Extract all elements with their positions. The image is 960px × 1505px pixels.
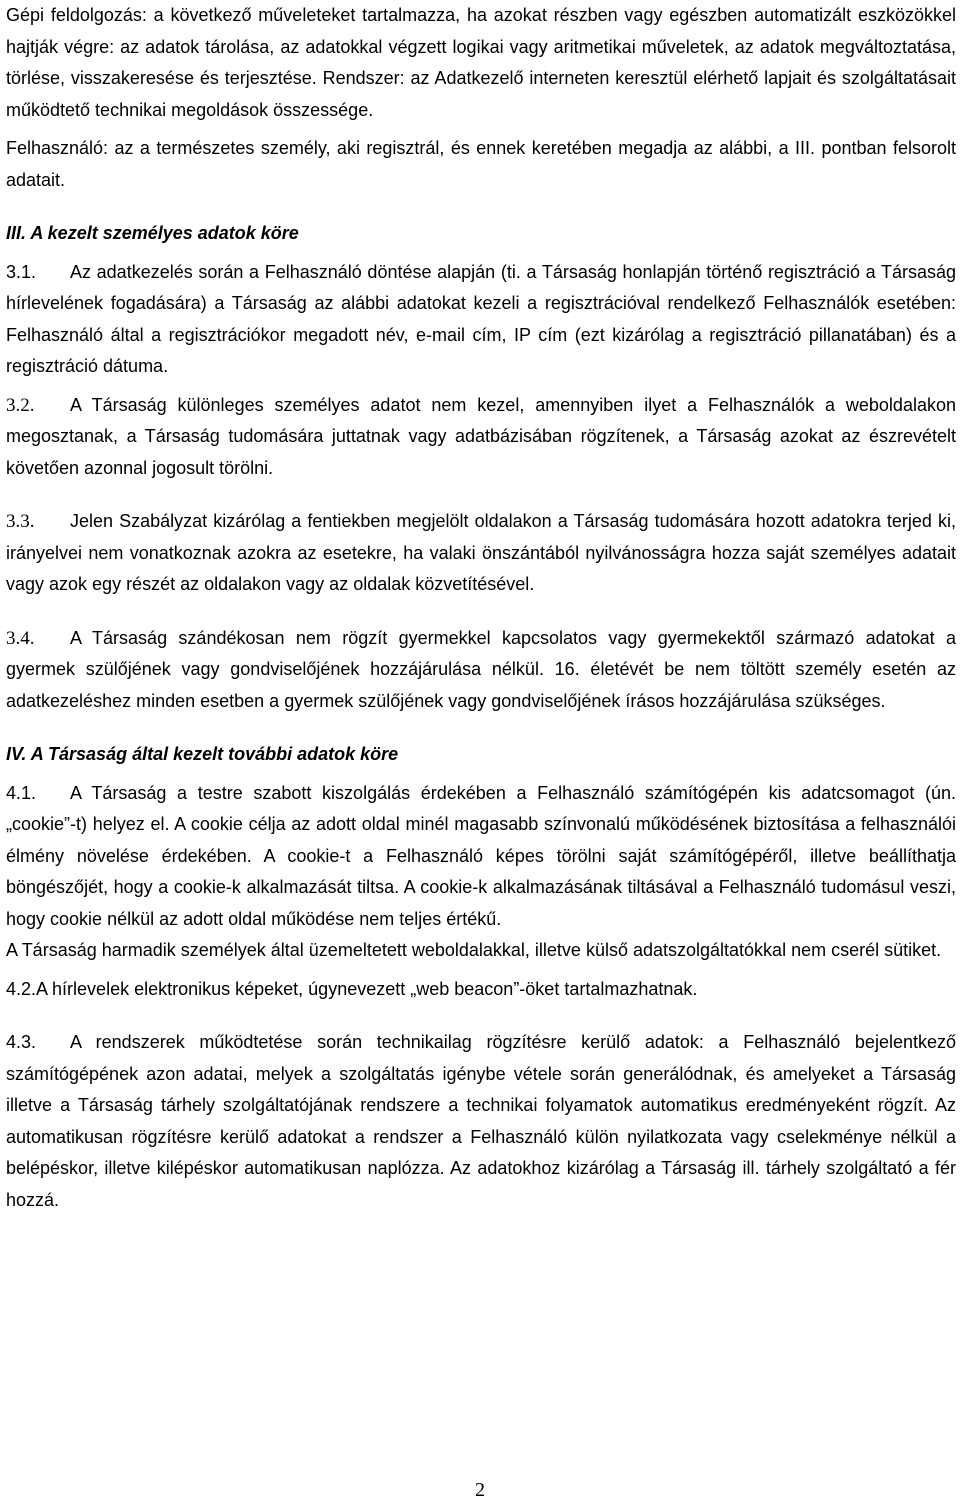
- section-3-2-paragraph: [6, 390, 956, 485]
- page-number: 2: [475, 1479, 485, 1501]
- intro-paragraph-user-definition: Felhasználó: az a természetes személy, aki regisztrál, és ennek keretében megadja az alábbi, a III. pontban felsorolt adatait.: [6, 138, 956, 190]
- section-3-3-paragraph: [6, 506, 956, 601]
- section-3-2-number: 3.2.: [6, 394, 35, 416]
- section-4-2-number: 4.2.: [6, 978, 37, 999]
- section-3-1-paragraph: [6, 257, 956, 383]
- section-3-1-number: 3.1.: [6, 261, 37, 282]
- section-4-1-paragraph: [6, 778, 956, 936]
- section-3-4-text: A Társaság szándékosan nem rögzít gyermekkel kapcsolatos vagy gyermekektől származó adatokat a gyermek szülőjének vagy gondviselőjének hozzájárulása nélkül. 16. életévét be nem töltött személy esetén az adatkezeléshez minden esetben a gyermek szülőjének vagy gondviselőjének írásos hozzájárulása szükséges.: [6, 627, 956, 711]
- section-4-3-text: A rendszerek működtetése során technikailag rögzítésre kerülő adatok: a Felhasználó bejelentkező számítógépének azon adatai, melyek a szolgáltatás igénybe vétele során generálódnak, és amelyeket a Társaság illetve a Társaság tárhely szolgáltatójának rendszere a technikai folyamatok automatikus eredményeként rögzít. Az automatikusan rögzítésre kerülő adatokat a rendszer a Felhasználó külön nyilatkozata vagy cselekménye nélkül a belépéskor, illetve kilépéskor automatikusan naplózza. Az adatokhoz kizárólag a Társaság ill. tárhely szolgáltató a fér hozzá.: [6, 1032, 956, 1210]
- section-4-heading: IV. A Társaság által kezelt további adatok köre: [6, 744, 399, 764]
- intro-paragraph-definitions: Gépi feldolgozás: a következő műveleteket tartalmazza, ha azokat részben vagy egészben automatizált eszközökkel hajtják végre: az adatok tárolása, az adatokkal végzett logikai vagy aritmetikai műveletek, az adatok megváltoztatása, törlése, visszakeresése és terjesztése. Rendszer: az Adatkezelő interneten keresztül elérhető lapjait és szolgáltatásait működtető technikai megoldások összessége.: [6, 5, 956, 120]
- section-4-2-paragraph: [6, 974, 956, 1006]
- section-4-2-text: A hírlevelek elektronikus képeket, úgynevezett „web beacon”-öket tartalmazhatnak.: [36, 978, 698, 999]
- section-3-heading: III. A kezelt személyes adatok köre: [6, 223, 299, 243]
- section-4-1-text: A Társaság a testre szabott kiszolgálás érdekében a Felhasználó számítógépén kis adatcsomagot (ún. „cookie”-t) helyez el. A cookie célja az adott oldal minél magasabb színvonalú működésének biztosítása a felhasználói élmény növelése érdekében. A cookie-t a Felhasználó képes törölni saját számítógépéről, illetve beállíthatja böngészőjét, hogy a cookie-k alkalmazását tiltsa. A cookie-k alkalmazásának tiltásával a Felhasználó tudomásul veszi, hogy cookie nélkül az adott oldal működése nem teljes értékű.: [6, 782, 956, 929]
- section-3-3-number: 3.3.: [6, 511, 35, 532]
- section-4-1-number: 4.1.: [6, 782, 37, 803]
- section-3-4-number: 3.4.: [6, 627, 35, 649]
- section-4-3-number: 4.3.: [6, 1032, 37, 1052]
- section-4-1-continuation: A Társaság harmadik személyek által üzemeltetett weboldalakkal, illetve külső adatszolgáltatókkal nem cserél sütiket.: [6, 940, 942, 960]
- section-4-3-paragraph: [6, 1027, 956, 1216]
- section-3-4-paragraph: [6, 623, 956, 718]
- section-3-3-text: Jelen Szabályzat kizárólag a fentiekben megjelölt oldalakon a Társaság tudomására hozott adatokra terjed ki, irányelvei nem vonatkoznak azokra az esetekre, ha valaki önszántából nyilvánosságra hozza saját személyes adatait vagy azok egy részét az oldalakon vagy az oldalak közvetítésével.: [6, 511, 956, 594]
- document-body: [6, 0, 956, 1216]
- section-3-1-text: Az adatkezelés során a Felhasználó döntése alapján (ti. a Társaság honlapján történő regisztráció a Társaság hírlevelének fogadására) a Társaság az alábbi adatokat kezeli a regisztrációval rendelkező Felhasználók esetében: Felhasználó által a regisztrációkor megadott név, e-mail cím, IP cím (ezt kizárólag a regisztráció pillanatában) és a regisztráció dátuma.: [6, 261, 956, 376]
- section-3-2-text: A Társaság különleges személyes adatot nem kezel, amennyiben ilyet a Felhasználók a weboldalakon megosztanak, a Társaság tudomására juttatnak vagy adatbázisában rögzítenek, a Társaság azokat az észrevételt követően azonnal jogosult törölni.: [6, 394, 956, 478]
